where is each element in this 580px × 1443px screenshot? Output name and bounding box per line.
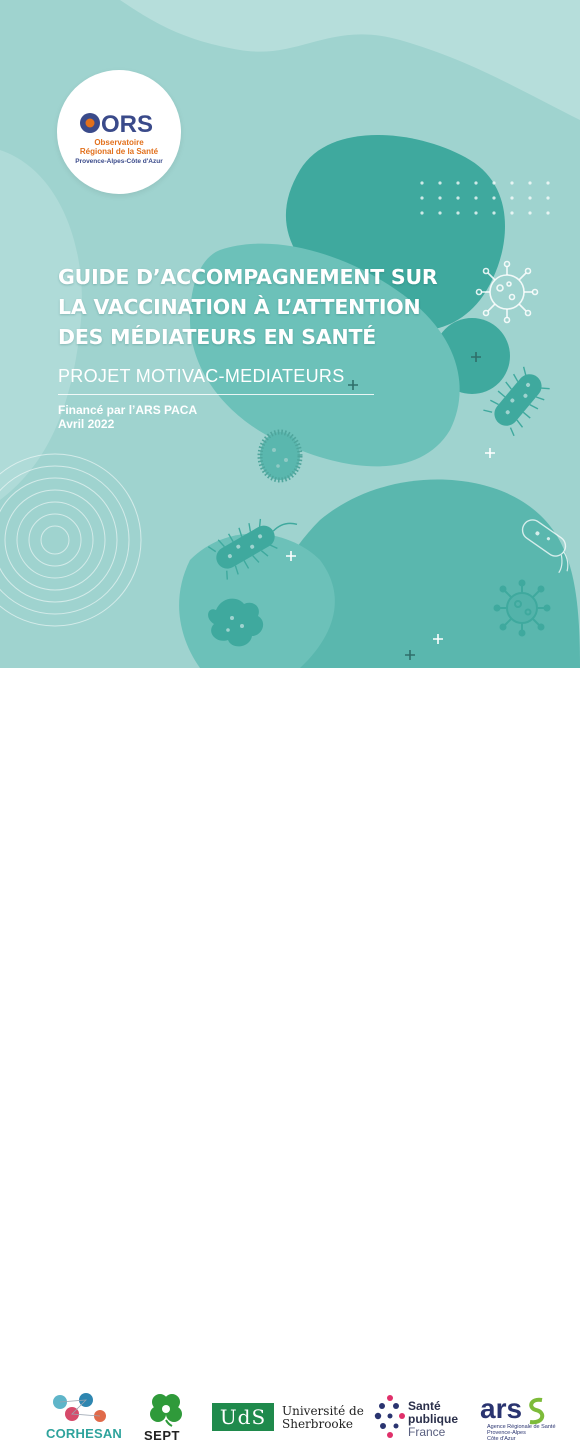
project-name: PROJET MOTIVAC-MEDIATEURS [58, 366, 345, 386]
uds-logo-mark: UdS [212, 1403, 274, 1431]
ars-sub-line-1: Agence Régionale de Santé [487, 1424, 556, 1430]
corhesan-logo [48, 1392, 108, 1426]
ors-line-1: Observatoire [94, 138, 144, 147]
document-title-line-1: GUIDE D’ACCOMPAGNEMENT SUR [58, 265, 438, 289]
ars-sub-line-3: Côte d'Azur [487, 1436, 516, 1442]
ors-logo-badge [57, 70, 181, 194]
ars-sub-line-2: Provence-Alpes [487, 1430, 526, 1436]
spf-name-line-2: publique [408, 1412, 458, 1426]
divider-rule [58, 394, 374, 395]
publication-date: Avril 2022 [58, 417, 115, 431]
sept-wordmark: SEPT [144, 1428, 180, 1443]
funding-line: Financé par l’ARS PACA [58, 403, 198, 417]
partner-logos-footer [0, 668, 580, 1443]
spf-name-line-3: France [408, 1425, 446, 1439]
cover-illustration-area [0, 0, 580, 668]
virus-icon [495, 581, 550, 636]
ars-wordmark: ars [480, 1393, 523, 1424]
spf-name-line-1: Santé [408, 1399, 441, 1413]
sept-clover-logo [146, 1392, 186, 1428]
ors-logo-mark [79, 110, 159, 136]
ors-line-3: Provence-Alpes-Côte d'Azur [75, 158, 163, 165]
ars-logo [480, 1394, 552, 1426]
uds-name-line-2: Sherbrooke [282, 1417, 354, 1431]
ors-line-2: Régional de la Santé [79, 147, 159, 156]
document-title-line-2: LA VACCINATION À L’ATTENTION [58, 295, 421, 319]
document-title-line-3: DES MÉDIATEURS EN SANTÉ [58, 325, 377, 349]
ors-wordmark: ORS [101, 111, 154, 138]
bacteria-icon [260, 432, 300, 480]
uds-name-line-1: Université de [282, 1404, 364, 1418]
spf-dots-logo [374, 1394, 406, 1440]
corhesan-wordmark: CORHESAN [46, 1426, 122, 1441]
